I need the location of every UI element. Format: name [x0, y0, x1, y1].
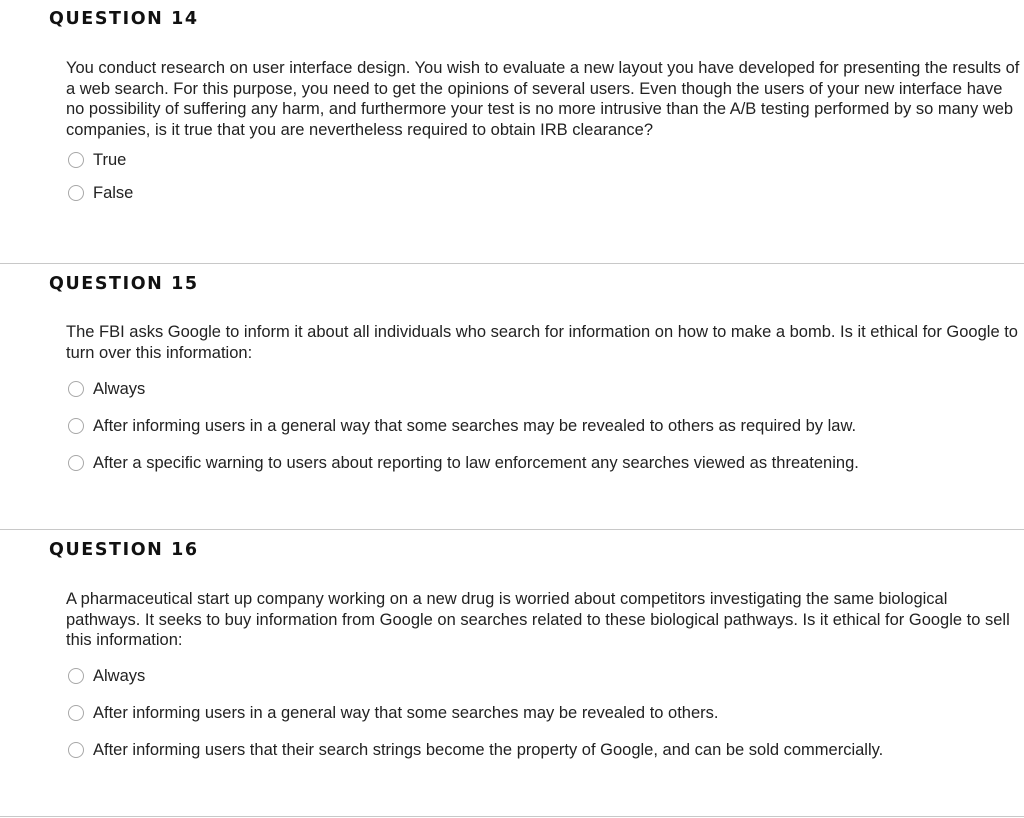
option-label: Always [93, 379, 146, 398]
answer-option-general-notice[interactable] [68, 702, 718, 724]
radio-button[interactable] [68, 455, 84, 471]
section-divider [0, 816, 1024, 817]
radio-button[interactable] [68, 742, 84, 758]
question-text: The FBI asks Google to inform it about all individuals who search for information on how to make a bomb. Is it ethical for Google to turn over this information: [66, 323, 1018, 362]
question-title: QUESTION 14 [49, 9, 199, 29]
answer-option-specific-warning[interactable] [68, 452, 859, 474]
radio-button[interactable] [68, 418, 84, 434]
section-divider [0, 529, 1024, 530]
option-label: After a specific warning to users about reporting to law enforcement any searches viewed as threatening. [93, 453, 859, 472]
option-label: After informing users in a general way that some searches may be revealed to others as required by law. [93, 416, 857, 435]
radio-button[interactable] [68, 381, 84, 397]
answer-option-always[interactable] [68, 665, 145, 687]
radio-button[interactable] [68, 668, 84, 684]
option-label: After informing users in a general way that some searches may be revealed to others. [93, 703, 719, 722]
question-title: QUESTION 15 [49, 274, 199, 294]
answer-option-false[interactable] [68, 182, 133, 204]
answer-option-always[interactable] [68, 378, 145, 400]
option-label: Always [93, 666, 146, 685]
question-title: QUESTION 16 [49, 540, 199, 560]
radio-button[interactable] [68, 152, 84, 168]
answer-option-general-notice[interactable] [68, 415, 856, 437]
question-text: A pharmaceutical start up company working on a new drug is worried about competitors investigating the same biological pathways. It seeks to buy information from Google on searches related to these biological pathways. Is it ethical for Google to sell this information: [66, 590, 1010, 650]
radio-button[interactable] [68, 705, 84, 721]
answer-option-true[interactable] [68, 149, 126, 171]
option-label: After informing users that their search strings become the property of Google, and can be sold commercially. [93, 740, 884, 759]
question-text: You conduct research on user interface design. You wish to evaluate a new layout you have developed for presenting the results of a web search. For this purpose, you need to get the opinions of several users. Even though the users of your new interface have no possibility of suffering any harm, and furthermore your test is no more intrusive than the A/B testing performed by so many web companies, is it true that you are nevertheless required to obtain IRB clearance? [66, 59, 1020, 140]
option-label: False [93, 183, 134, 202]
radio-button[interactable] [68, 185, 84, 201]
section-divider [0, 263, 1024, 264]
option-label: True [93, 150, 127, 169]
answer-option-property-of-google[interactable] [68, 739, 883, 761]
